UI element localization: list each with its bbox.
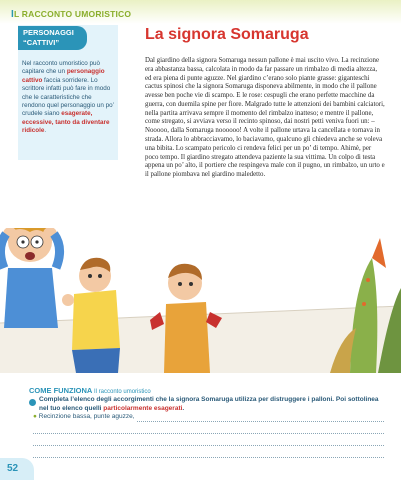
list-item: ● Recinzione bassa, punte aguzze,	[33, 413, 135, 420]
section-label: IL RACCONTO UMORISTICO	[11, 9, 132, 20]
garden-cactus-illustration	[330, 238, 401, 373]
exercise-title: COME FUNZIONA Il racconto umoristico	[29, 386, 151, 395]
writing-line[interactable]	[33, 445, 384, 446]
writing-line[interactable]	[33, 433, 384, 434]
sidebar-tag: PERSONAGGI “CATTIVI”	[18, 26, 87, 50]
page-number: 52	[7, 463, 19, 474]
children-garden-illustration	[0, 228, 401, 373]
writing-line[interactable]	[33, 457, 384, 458]
writing-line[interactable]	[137, 421, 384, 422]
story-text: Dal giardino della signora Somaruga nessun pallone è mai uscito vivo. La recinzione era abbastanza bassa, calcolata in modo da far passare un rimbalzo di media altezza, ed era piena di punte aguzze. Nel giardino c’erano solo piante grasse: giganteschi cactus spinosi che la signora Somaruga disponeva abilmente, in modo che il pallone avesse ben poche vie di scampo. E le rose: cespugli che erano perfette macchine da guerra, con duemila spine per fiore. Malgrado tutte le attenzioni dei bambini calciatori, nella partita arrivava sempre il momento del rimbalzo inatteso; e mentre il pallone, come stregato, si avviava verso il recinto spinoso, dai nostri petti veniva fuori un: – Nooooo, dalla Somaruga noooooo! A volte il pallone urtava la cancellata e tornava in strada. Allora lo abbracciavamo, lo baciavamo, qualcuno gli chiedeva anche se voleva una bibita. Lo scampato pericolo ci rendeva felici per un po’ di tempo. Ahimè, per poco tempo. Il giardino stregato attendeva paziente la sua vittima. Un colpo di testa appena un po’ alto, il portiere che respingeva male con il pugno, un rimbalzo, un urto e il pallone piombava nel giardino maledetto.	[145, 57, 385, 179]
scared-boy-figure	[0, 228, 59, 328]
story-title: La signora Somaruga	[145, 26, 309, 43]
exercise-instruction: Completa l’elenco degli accorgimenti che la signora Somaruga utilizza per distruggere i palloni. Poi sottolinea nel tuo elenco quelli particolarmente esagerati.	[39, 396, 379, 412]
sidebar-text: Nel racconto umoristico può capitare che un personaggio cattivo faccia sorridere. Lo scrittore infatti può fare in modo che le caratteristiche che rendono quel personaggio un po’ crudele siano esagerate, eccessive, tanto da diventare ridicole.	[22, 60, 114, 135]
instruction-bullet	[29, 399, 36, 406]
